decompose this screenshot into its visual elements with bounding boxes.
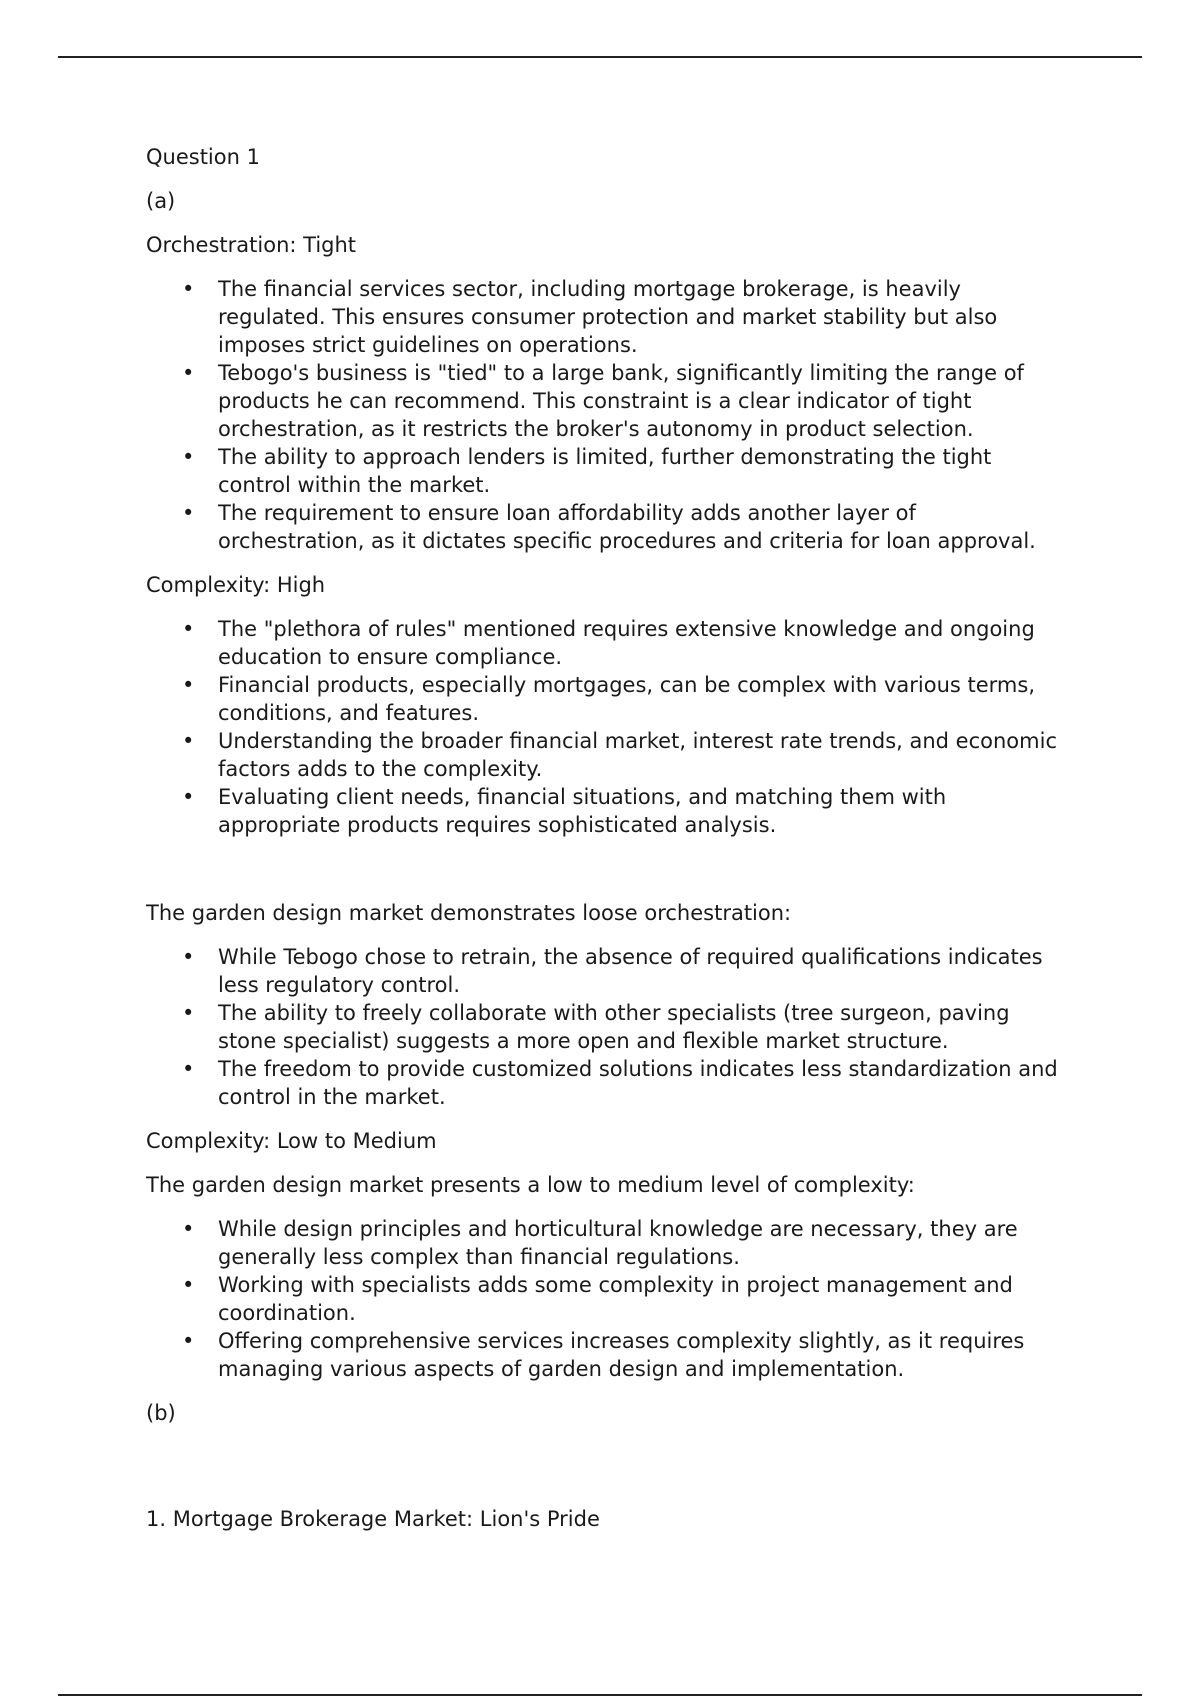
list-item: • Financial products, especially mortgages, can be complex with various terms, conditions, and features. [218,671,1066,727]
list-item: • Offering comprehensive services increases complexity slightly, as it requires managing various aspects of garden design and implementation. [218,1327,1066,1383]
garden-complexity-intro: The garden design market presents a low to medium level of complexity: [146,1173,915,1197]
garden-complexity-heading: Complexity: Low to Medium [146,1129,437,1153]
header-rule [58,56,1142,58]
list-item: • The financial services sector, including mortgage brokerage, is heavily regulated. This ensures consumer protection and market stability but also imposes strict guidelines on operations. [218,275,1066,359]
list-item: • The ability to freely collaborate with other specialists (tree surgeon, paving stone specialist) suggests a more open and flexible market structure. [218,999,1066,1055]
list-item: • Tebogo's business is "tied" to a large bank, significantly limiting the range of products he can recommend. This constraint is a clear indicator of tight orchestration, as it restricts the broker's autonomy in product selection. [218,359,1066,443]
list-item: • Working with specialists adds some complexity in project management and coordination. [218,1271,1066,1327]
list-item: • Evaluating client needs, financial situations, and matching them with appropriate products requires sophisticated analysis. [218,783,1066,839]
part-b-item-1: 1. Mortgage Brokerage Market: Lion's Pride [146,1507,600,1531]
garden-complexity-list [146,1215,1066,1383]
section-spacer [146,855,1066,899]
footer-rule [58,1694,1142,1696]
mortgage-complexity-list [146,615,1066,839]
list-item: • Understanding the broader financial market, interest rate trends, and economic factors adds to the complexity. [218,727,1066,783]
part-a-label: (a) [146,189,176,213]
garden-orchestration-list [146,943,1066,1111]
list-item: • While Tebogo chose to retrain, the absence of required qualifications indicates less regulatory control. [218,943,1066,999]
list-item: • While design principles and horticultural knowledge are necessary, they are generally less complex than financial regulations. [218,1215,1066,1271]
mortgage-complexity-heading: Complexity: High [146,573,326,597]
garden-orchestration-intro: The garden design market demonstrates loose orchestration: [146,901,792,925]
list-item: • The "plethora of rules" mentioned requires extensive knowledge and ongoing education to ensure compliance. [218,615,1066,671]
list-item: • The ability to approach lenders is limited, further demonstrating the tight control within the market. [218,443,1066,499]
section-spacer [146,1443,1066,1505]
mortgage-orchestration-heading: Orchestration: Tight [146,233,357,257]
part-b-label: (b) [146,1401,176,1425]
mortgage-orchestration-list [146,275,1066,555]
list-item: • The freedom to provide customized solutions indicates less standardization and control in the market. [218,1055,1066,1111]
list-item: • The requirement to ensure loan affordability adds another layer of orchestration, as it dictates specific procedures and criteria for loan approval. [218,499,1066,555]
question-heading: Question 1 [146,145,260,169]
document-body [146,143,1066,1549]
